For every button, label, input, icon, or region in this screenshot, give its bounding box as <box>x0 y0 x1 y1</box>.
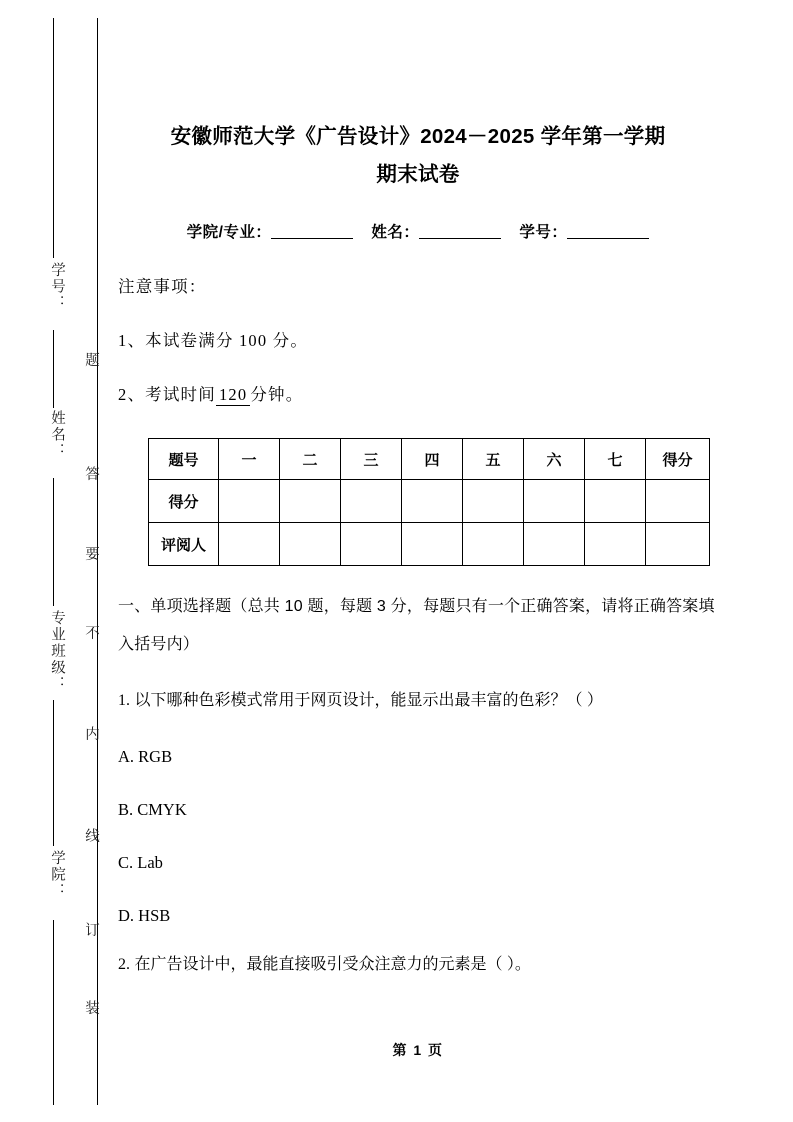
score-table-header-cell: 题号 <box>149 439 219 480</box>
binding-rule-segment <box>53 478 54 606</box>
question-1-option-b[interactable]: B. CMYK <box>118 800 187 819</box>
student-id-blank[interactable] <box>567 238 649 239</box>
score-table-header-cell: 得分 <box>646 439 710 480</box>
binding-label-college: 学院： <box>49 850 65 900</box>
reviewer-cell[interactable] <box>524 523 585 566</box>
score-table-header-cell: 三 <box>341 439 402 480</box>
binding-inner-rule <box>97 18 98 1105</box>
reviewer-cell[interactable] <box>341 523 402 566</box>
table-row-header <box>149 439 710 480</box>
exam-duration-prefix: 2、考试时间 <box>118 385 216 404</box>
page-title <box>118 0 718 194</box>
binding-margin <box>0 0 110 1122</box>
reviewer-cell[interactable] <box>646 523 710 566</box>
binding-rule-segment <box>53 18 54 258</box>
reviewer-row-label: 评阅人 <box>149 523 219 566</box>
binding-rule-segment <box>53 330 54 408</box>
score-cell[interactable] <box>341 480 402 523</box>
notes-heading: 注意事项： <box>118 277 207 296</box>
question-1-option-d[interactable]: D. HSB <box>118 906 171 925</box>
question-1-option-a[interactable]: A. RGB <box>118 747 173 766</box>
binding-char-da: 答 <box>83 466 99 481</box>
score-cell[interactable] <box>524 480 585 523</box>
question-1-option-c[interactable]: C. Lab <box>118 853 163 872</box>
reviewer-cell[interactable] <box>219 523 280 566</box>
score-cell[interactable] <box>402 480 463 523</box>
binding-label-class: 专业班级： <box>49 610 65 693</box>
binding-char-ti: 题 <box>83 352 99 367</box>
student-info-line <box>118 194 718 242</box>
score-cell[interactable] <box>585 480 646 523</box>
reviewer-cell[interactable] <box>463 523 524 566</box>
exam-page-content <box>118 0 718 1122</box>
score-table <box>148 438 710 566</box>
binding-rule-segment <box>53 700 54 846</box>
score-cell[interactable] <box>219 480 280 523</box>
binding-label-student-id: 学号： <box>49 262 65 312</box>
binding-char-xian: 线 <box>83 828 99 843</box>
score-table-header-cell: 七 <box>585 439 646 480</box>
binding-char-ding: 订 <box>83 922 99 937</box>
table-row <box>149 480 710 523</box>
table-row <box>149 523 710 566</box>
college-major-blank[interactable] <box>271 238 353 239</box>
notes-item-2 <box>118 368 718 422</box>
question-text-2: 在广告设计中，最能直接吸引受众注意力的元素是（ ）。 <box>134 956 531 973</box>
question-stem-1 <box>118 664 718 716</box>
exam-title-line-1: 安徽师范大学《广告设计》2024－2025 学年第一学期 <box>170 125 666 148</box>
binding-char-zhuang: 装 <box>83 1000 99 1015</box>
question-stem-2 <box>118 928 718 980</box>
notes-item-1: 1、本试卷满分 100 分。 <box>118 331 309 350</box>
score-cell[interactable] <box>646 480 710 523</box>
exam-title-line-2: 期末试卷 <box>376 163 460 186</box>
binding-char-nei: 内 <box>83 726 99 741</box>
college-major-label: 学院/专业： <box>186 224 272 241</box>
student-id-label: 学号： <box>519 224 568 241</box>
reviewer-cell[interactable] <box>585 523 646 566</box>
score-cell[interactable] <box>280 480 341 523</box>
exam-duration-suffix: 分钟。 <box>250 385 304 404</box>
page-number: 第 1 页 <box>392 1042 444 1058</box>
binding-char-bu: 不 <box>83 625 99 640</box>
question-number-2: 2. <box>118 956 130 973</box>
score-table-header-cell: 二 <box>280 439 341 480</box>
binding-char-yao: 要 <box>83 546 99 561</box>
reviewer-cell[interactable] <box>280 523 341 566</box>
question-number-1: 1. <box>118 692 130 709</box>
binding-label-name: 姓名： <box>49 410 65 460</box>
section-heading-multiple-choice: 一、单项选择题（总共 10 题，每题 3 分，每题只有一个正确答案，请将正确答案填入括号内） <box>118 598 715 653</box>
score-row-label: 得分 <box>149 480 219 523</box>
score-table-header-cell: 六 <box>524 439 585 480</box>
reviewer-cell[interactable] <box>402 523 463 566</box>
name-blank[interactable] <box>419 238 501 239</box>
score-table-header-cell: 一 <box>219 439 280 480</box>
question-text-1: 以下哪种色彩模式常用于网页设计，能显示出最丰富的色彩？（ ） <box>134 692 603 709</box>
score-cell[interactable] <box>463 480 524 523</box>
score-table-header-cell: 五 <box>463 439 524 480</box>
exam-duration-value: 120 <box>216 385 250 406</box>
binding-rule-segment <box>53 920 54 1105</box>
page-footer <box>118 1040 718 1060</box>
name-label: 姓名： <box>371 224 420 241</box>
score-table-header-cell: 四 <box>402 439 463 480</box>
